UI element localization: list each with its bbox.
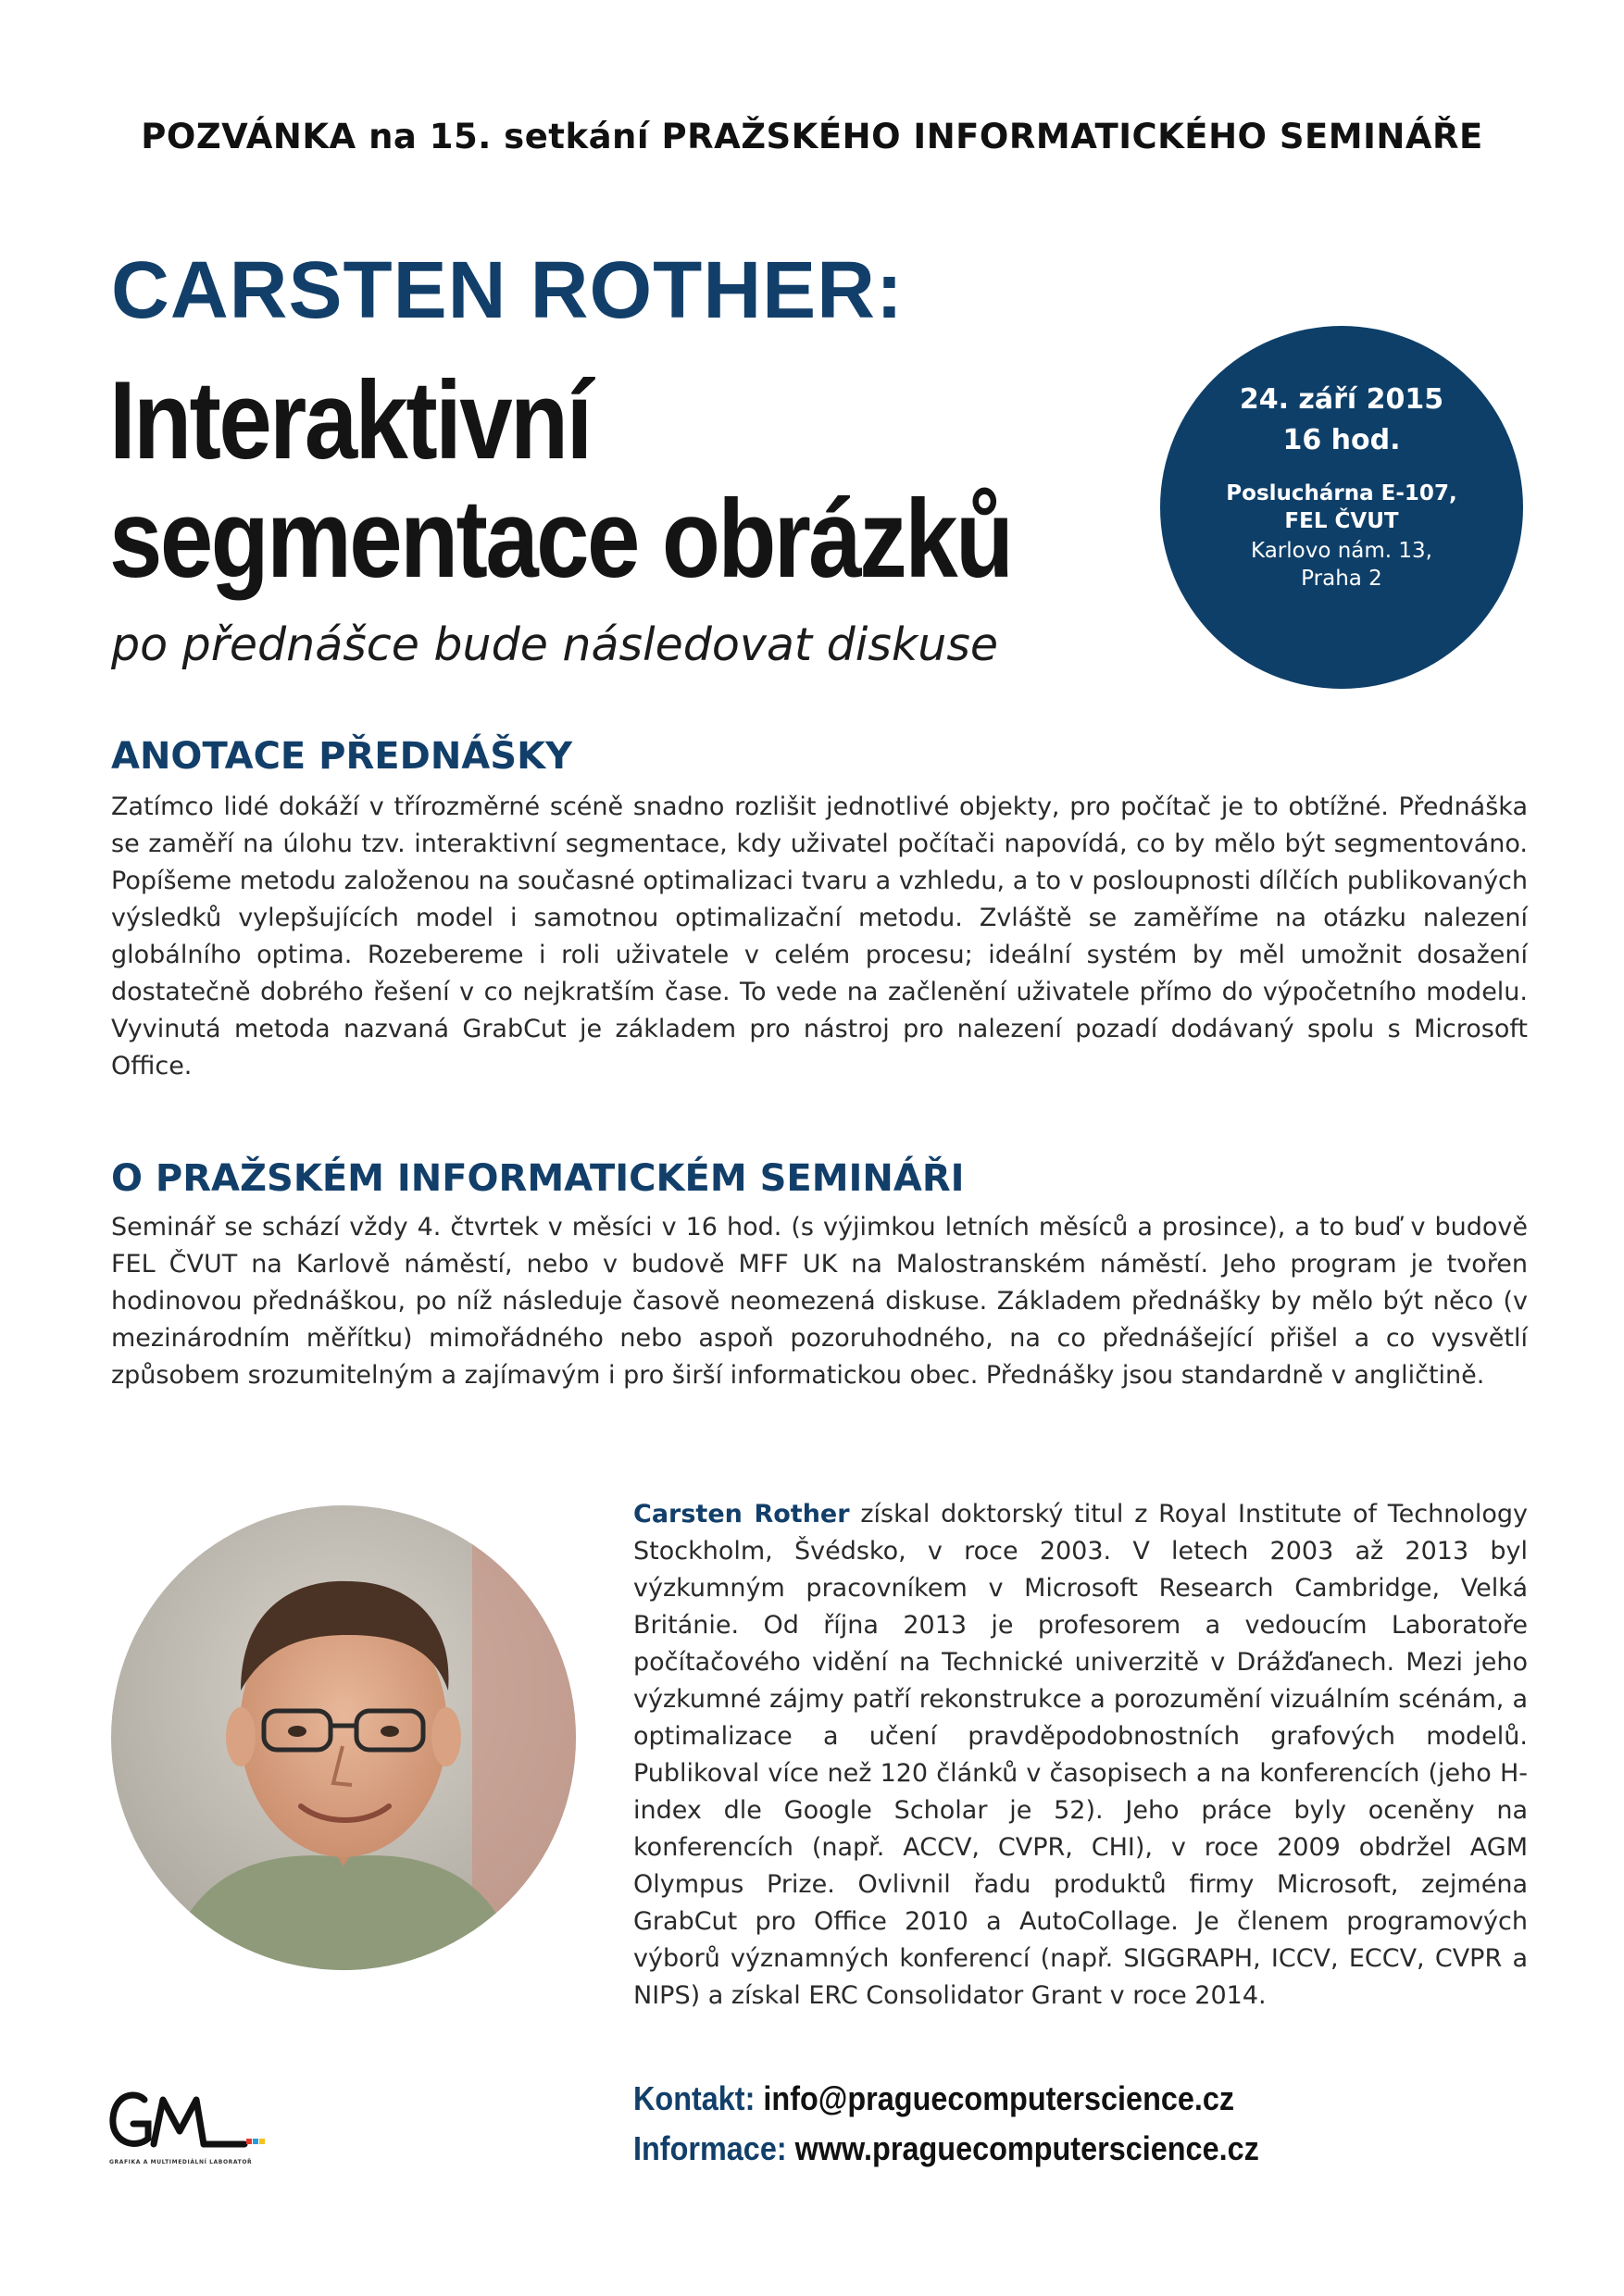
- contact-label: Kontakt:: [633, 2079, 756, 2117]
- gml-logo-caption: GRAFIKA A MULTIMEDIÁLNÍ LABORATOŘ: [109, 2159, 253, 2165]
- annotation-text: Zatímco lidé dokáží v třírozměrné scéně snadno rozlišit jednotlivé objekty, pro počítač je to obtížné. Přednáška se zaměří na úlohu tzv. interaktivní segmentace, kdy uživatel počítači napovídá, co by mělo být segmentováno. Popíšeme metodu založenou na současné optimalizaci tvaru a vzhledu, a to v posloupnosti dílčích publikovaných výsledků vylepšujících model i samotnou optimalizační metodu. Zvláště se zaměříme na otázku nalezení globálního optima. Rozebereme i roli uživatele v celém procesu; ideální systém by měl umožnit dosažení dostatečně dobrého řešení v co nejkratším čase. To vede na začlenění uživatele přímo do výpočetního modelu. Vyvinutá metoda nazvaná GrabCut je základem pro nástroj pro nalezení pozadí dodávaný spolu s Microsoft Office.: [111, 792, 1528, 1080]
- contact-line: [633, 2079, 1234, 2118]
- event-address: Karlovo nám. 13,: [1251, 539, 1432, 563]
- seminar-text: Seminář se schází vždy 4. čtvrtek v měsíci v 16 hod. (s výjimkou letních měsíců a prosince), a to buď v budově FEL ČVUT na Karlově náměstí, nebo v budově MFF UK na Malostranském náměstí. Jeho program je tvořen hodinovou přednáškou, po níž následuje časově neomezená diskuse. Základem přednášky by mělo být něco (v mezinárodním měřítku) mimořádného nebo aspoň pozoruhodného, na co přednášející přišel a co vysvětlí způsobem srozumitelným a zajímavým i pro širší informatickou obec. Přednášky jsou standardně v angličtině.: [111, 1213, 1528, 1390]
- event-room: Posluchárna E-107,: [1226, 481, 1457, 505]
- gml-logo-icon: [107, 2083, 265, 2157]
- speaker-portrait-image: [111, 1505, 576, 1970]
- event-time: 16 hod.: [1282, 424, 1401, 456]
- event-info-circle: [1160, 326, 1523, 689]
- contact-email-link[interactable]: info@praguecomputerscience.cz: [763, 2079, 1235, 2117]
- bio-speaker-name: Carsten Rother: [633, 1500, 850, 1529]
- talk-subtitle: po přednášce bude následovat diskuse: [111, 618, 999, 671]
- speaker-bio: [633, 1496, 1528, 2015]
- seminar-heading: O PRAŽSKÉM INFORMATICKÉM SEMINÁŘI: [111, 1157, 965, 1200]
- speaker-portrait: [111, 1505, 576, 1970]
- gml-logo: [107, 2083, 265, 2157]
- annotation-heading: ANOTACE PŘEDNÁŠKY: [111, 735, 573, 778]
- event-city: Praha 2: [1301, 567, 1382, 591]
- invitation-heading: POZVÁNKA na 15. setkání PRAŽSKÉHO INFORMATICKÉHO SEMINÁŘE: [141, 117, 1483, 156]
- talk-title-line-2: segmentace obrázků: [109, 477, 1012, 601]
- info-label: Informace:: [633, 2129, 787, 2167]
- talk-title-line-1: Interaktivní: [109, 358, 591, 482]
- event-faculty: FEL ČVUT: [1284, 509, 1399, 533]
- bio-body: získal doktorský titul z Royal Institute of Technology Stockholm, Švédsko, v roce 2003. V letech 2003 až 2013 byl výzkumným pracovníkem v Microsoft Research Cambridge, Velká Británie. Od října 2013 je profesorem a vedoucím Laboratoře počítačového vidění na Technické univerzitě v Drážďanech. Mezi jeho výzkumné zájmy patří rekonstrukce a porozumění vizuálním scénám, a optimalizace a učení pravděpodobnostních grafových modelů. Publikoval více než 120 článků v časopisech a na konferencích (jeho H-index dle Google Scholar je 52). Jeho práce byly oceněny na konferencích (např. ACCV, CVPR, CHI), v roce 2009 obdržel AGM Olympus Prize. Ovlivnil řadu produktů firmy Microsoft, zejména GrabCut pro Office 2010 a AutoCollage. Je členem programových výborů významných konferencí (např. SIGGRAPH, ICCV, ECCV, CVPR a NIPS) a získal ERC Consolidator Grant v roce 2014.: [633, 1500, 1529, 2010]
- info-line: [633, 2129, 1259, 2168]
- info-website-link[interactable]: www.praguecomputerscience.cz: [794, 2129, 1259, 2167]
- speaker-name: CARSTEN ROTHER:: [111, 245, 904, 335]
- event-date: 24. září 2015: [1239, 383, 1444, 416]
